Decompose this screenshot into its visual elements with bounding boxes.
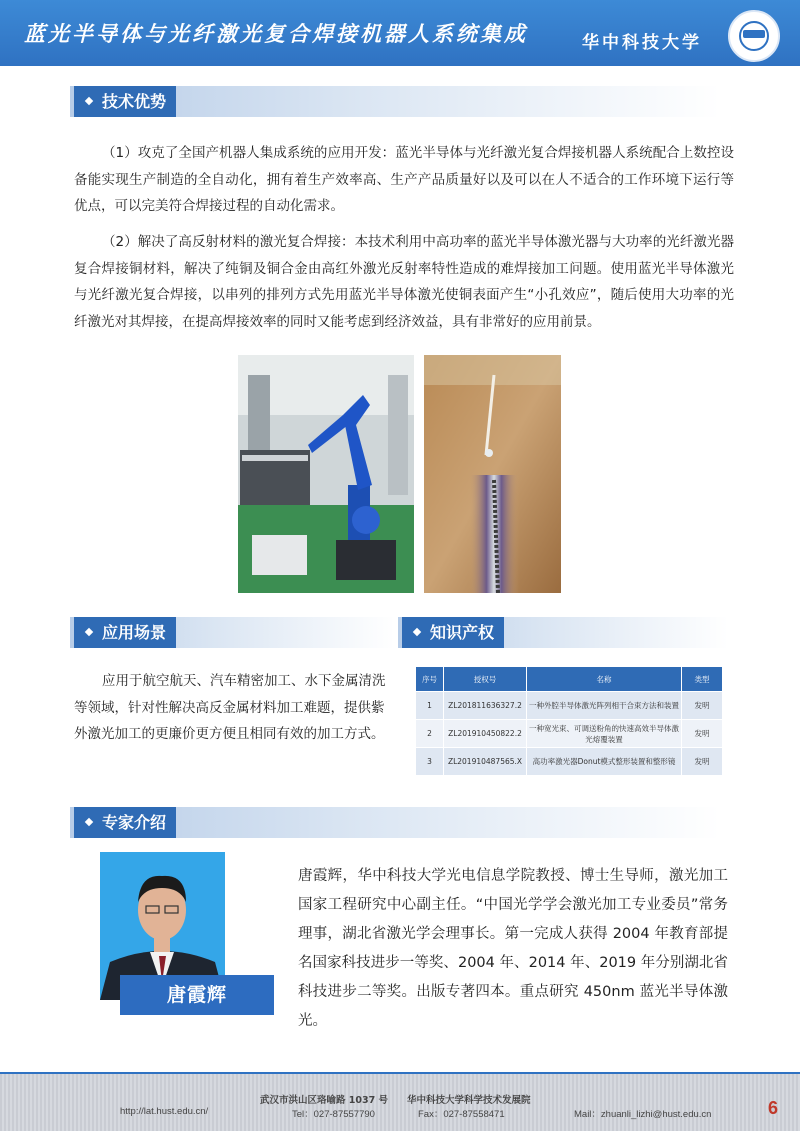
footer-mail-link[interactable]: Mail：zhuanli_lizhi@hust.edu.cn [574,1109,712,1120]
document-title: 蓝光半导体与光纤激光复合焊接机器人系统集成 [24,21,528,46]
page-header [0,0,800,66]
weld-seam-photo [424,355,561,593]
table-row: 2 ZL201910450822.2 一种宽光束、可调送粉角的快速高效半导体激光熔覆装置 发明 [416,720,723,748]
section-title: 知识产权 [430,623,495,642]
application-text: 应用于航空航天、汽车精密加工、水下金属清洗等领域，针对性解决高反金属材料加工难题，提供紫外激光加工的更廉价更方便且相同有效的加工方式。 [74,673,386,742]
diamond-icon [85,817,93,825]
table-row: 1 ZL201811636327.2 一种外腔半导体激光阵列相干合束方法和装置 发明 [416,692,723,720]
footer-fax: Fax：027-87558471 [418,1109,505,1120]
ip-header-index: 序号 [416,667,444,692]
diamond-icon [413,627,421,635]
diamond-icon [85,627,93,635]
section-application [70,617,395,648]
section-title: 应用场景 [102,623,167,642]
ip-header-name: 名称 [527,667,682,692]
ip-header-number: 授权号 [444,667,527,692]
ip-header-type: 类型 [682,667,723,692]
table-row: 3 ZL201910487565.X 高功率激光器Donut模式整形装置和整形镜 发明 [416,748,723,776]
robot-system-photo [238,355,414,593]
ip-table [415,666,723,764]
university-name: 华中科技大学 [582,33,702,53]
page-number: 6 [768,1098,779,1118]
footer-url-link[interactable]: http://lat.hust.edu.cn/ [120,1106,209,1117]
footer-tel: Tel：027-87557790 [292,1109,375,1120]
diamond-icon [85,96,93,104]
section-title: 专家介绍 [102,813,167,832]
section-title: 技术优势 [102,92,167,111]
expert-bio: 唐霞辉，华中科技大学光电信息学院教授、博士生导师，激光加工国家工程研究中心副主任。“中国光学学会激光加工专业委员”常务理事，湖北省激光学会理事长。第一完成人获得 2004 年教育部提名国家科技进步一等奖、2004 年、2014 年、2019 年分别湖北省科技进步二等奖。出版专著四本。重点研究 450nm 蓝光半导体激光。 [298,868,728,1029]
section-expert [70,807,720,838]
section-ip [398,617,728,648]
logo-emblem [743,30,765,38]
advantage-paragraph-2: （2）解决了高反射材料的激光复合焊接：本技术利用中高功率的蓝光半导体激光器与大功率的光纤激光器复合焊接铜材料，解决了纯铜及铜合金由高红外激光反射率特性造成的难焊接加工问题。使用蓝光半导体激光与光纤激光复合焊接，以串列的排列方式先用蓝光半导体激光使铜表面产生“小孔效应”，随后使用大功率的光纤激光对其焊接，在提高焊接效率的同时又能考虑到经济效益，具有非常好的应用前景。 [74,234,734,330]
advantage-paragraph-1: （1）攻克了全国产机器人集成系统的应用开发：蓝光半导体与光纤激光复合焊接机器人系统配合上数控设备能实现生产制造的全自动化，拥有着生产效率高、生产产品质量好以及可以在人不适合的工作环境下运行等优点，可以完美符合焊接过程的自动化需求。 [74,145,734,214]
expert-name-plate: 唐霞辉 [120,975,274,1015]
hust-logo-icon [728,10,780,62]
section-advantages [70,86,720,117]
footer-address: 武汉市洪山区珞喻路 1037 号 华中科技大学科学技术发展院 [260,1095,531,1106]
